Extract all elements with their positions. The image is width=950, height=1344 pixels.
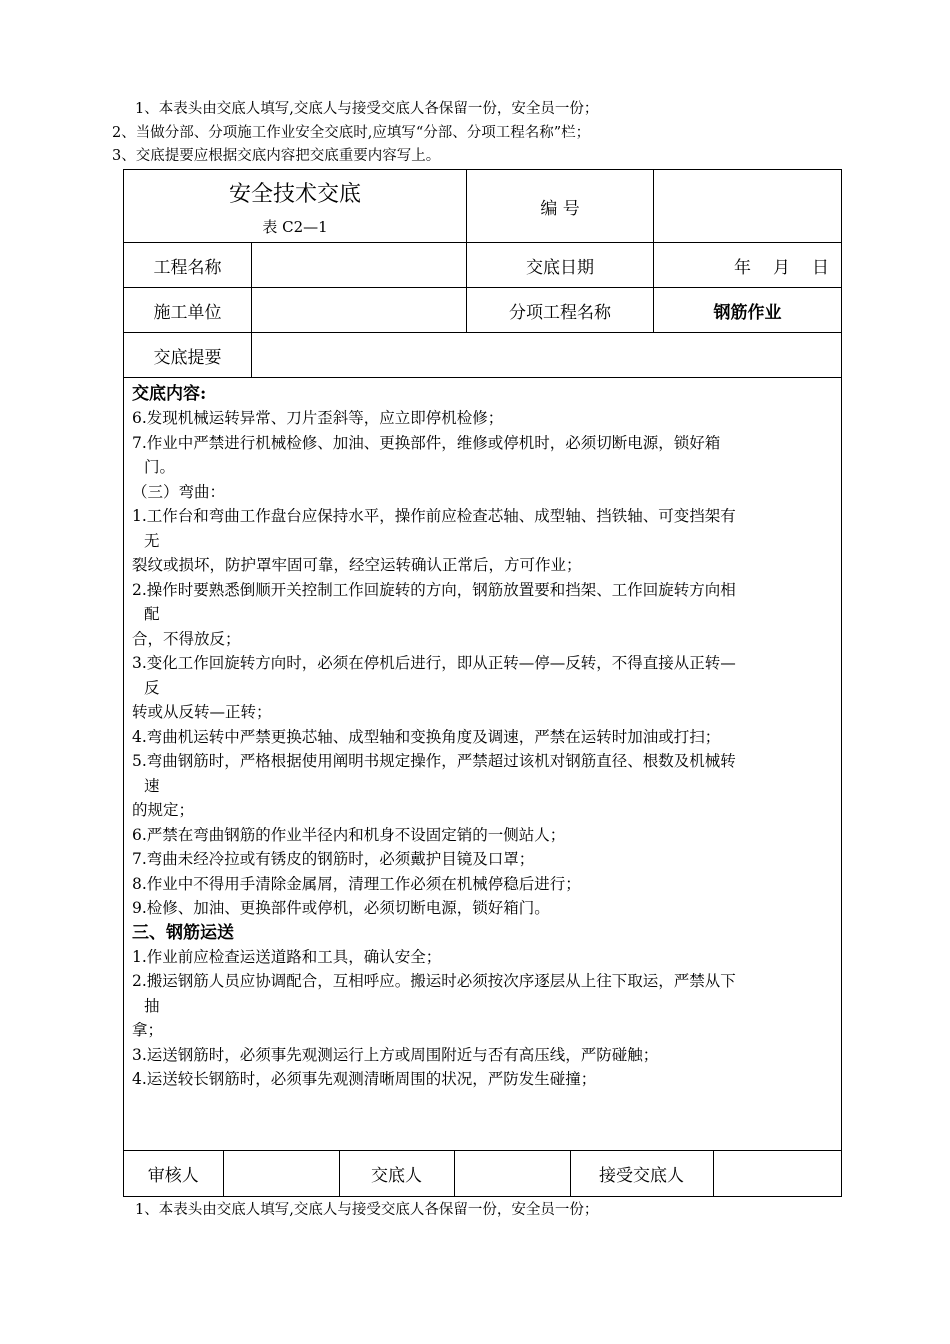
content-line: 1.工作台和弯曲工作盘台应保持水平，操作前应检查芯轴、成型轴、挡铁轴、可变挡架有 [132,507,736,525]
content-line: 2.操作时要熟悉倒顺开关控制工作回旋转的方向，钢筋放置要和挡架、工作回旋转方向相 [132,580,736,599]
content-line: 反 [144,678,160,697]
content-line: 7.弯曲未经冷拉或有锈皮的钢筋时，必须戴护目镜及口罩； [132,850,535,868]
reviewer-label: 审核人 [124,1151,223,1196]
content-line: 配 [144,605,160,623]
content-line: 无 [144,531,160,550]
project-name-label: 工程名称 [124,243,252,288]
content-line: 5.弯曲钢筋时，严格根据使用阐明书规定操作，严禁超过该机对钢筋直径、根数及机械转 [132,752,736,770]
form-title-cell [124,170,467,243]
number-value[interactable] [654,170,842,243]
note-line-3: 3、交底提要应根据交底内容把交底重要内容写上。 [112,148,441,164]
construction-unit-label: 施工单位 [124,288,252,333]
summary-label: 交底提要 [124,333,252,378]
construction-unit-value[interactable] [252,288,467,333]
project-name-value[interactable] [252,243,467,288]
content-line: 8.作业中不得用手清除金属屑，清理工作必须在机械停稳后进行； [132,874,581,893]
content-line: 3.变化工作回旋转方向时，必须在停机后进行，即从正转—停—反转，不得直接从正转— [132,654,736,672]
subitem-name-label: 分项工程名称 [467,288,654,333]
date-year: 年 [734,257,752,278]
signature-row [124,1151,842,1197]
content-line: 抽 [144,996,160,1015]
content-line: 合，不得放反； [132,629,241,648]
number-label: 编 号 [467,170,654,243]
content-line: 1.作业前应检查运送道路和工具，确认安全； [132,947,442,966]
reviewer-value[interactable] [223,1151,339,1196]
content-line: 7.作业中严禁进行机械检修、加油、更换部件，维修或停机时，必须切断电源，锁好箱 [132,433,721,452]
briefing-date-value[interactable] [654,243,842,288]
content-line: 2.搬运钢筋人员应协调配合，互相呼应。搬运时必须按次序逐层从上往下取运，严禁从下 [132,972,736,990]
content-line: （三）弯曲： [132,482,226,501]
content-line: 裂纹或损坏，防护罩牢固可靠，经空运转确认正常后，方可作业； [132,556,582,574]
content-line: 门。 [144,458,176,476]
briefing-date-label: 交底日期 [467,243,654,288]
presenter-label: 交底人 [339,1151,454,1196]
note-line-2: 2、当做分部、分项施工作业安全交底时,应填写“分部、分项工程名称”栏； [112,125,591,141]
content-heading: 交底内容: [132,384,207,404]
receiver-label: 接受交底人 [570,1151,713,1196]
presenter-value[interactable] [454,1151,570,1196]
briefing-content [124,378,842,1151]
summary-value[interactable] [252,333,842,378]
content-line: 3.运送钢筋时，必须事先观测运行上方或周围附近与否有高压线，严防碰触； [132,1045,659,1064]
date-day: 日 [812,257,830,278]
content-line: 4.运送较长钢筋时，必须事先观测清晰周围的状况，严防发生碰撞； [132,1070,597,1088]
content-line: 4.弯曲机运转中严禁更换芯轴、成型轴和变换角度及调速，严禁在运转时加油或打扫； [132,727,721,746]
content-line: 的规定； [132,801,195,819]
note-line-1: 1、本表头由交底人填写,交底人与接受交底人各保留一份，安全员一份； [135,101,599,117]
receiver-value[interactable] [713,1151,842,1196]
form-number: 表 C2—1 [262,218,328,236]
content-line: 拿； [132,1021,164,1039]
content-line: 转或从反转—正转； [132,703,272,721]
subitem-name-value: 钢筋作业 [654,288,842,333]
content-line: 9.检修、加油、更换部件或停机，必须切断电源，锁好箱门。 [132,899,550,917]
content-line: 速 [144,776,160,795]
safety-briefing-form [123,169,842,1197]
form-title: 安全技术交底 [229,182,362,207]
note-line-bottom: 1、本表头由交底人填写,交底人与接受交底人各保留一份，安全员一份； [135,1202,599,1218]
content-line: 6.发现机械运转异常、刀片歪斜等，应立即停机检修； [132,409,504,427]
content-line: 6.严禁在弯曲钢筋的作业半径内和机身不设固定销的一侧站人； [132,825,566,844]
date-month: 月 [773,257,791,278]
rebar-transport-heading: 三、钢筋运送 [132,922,234,943]
